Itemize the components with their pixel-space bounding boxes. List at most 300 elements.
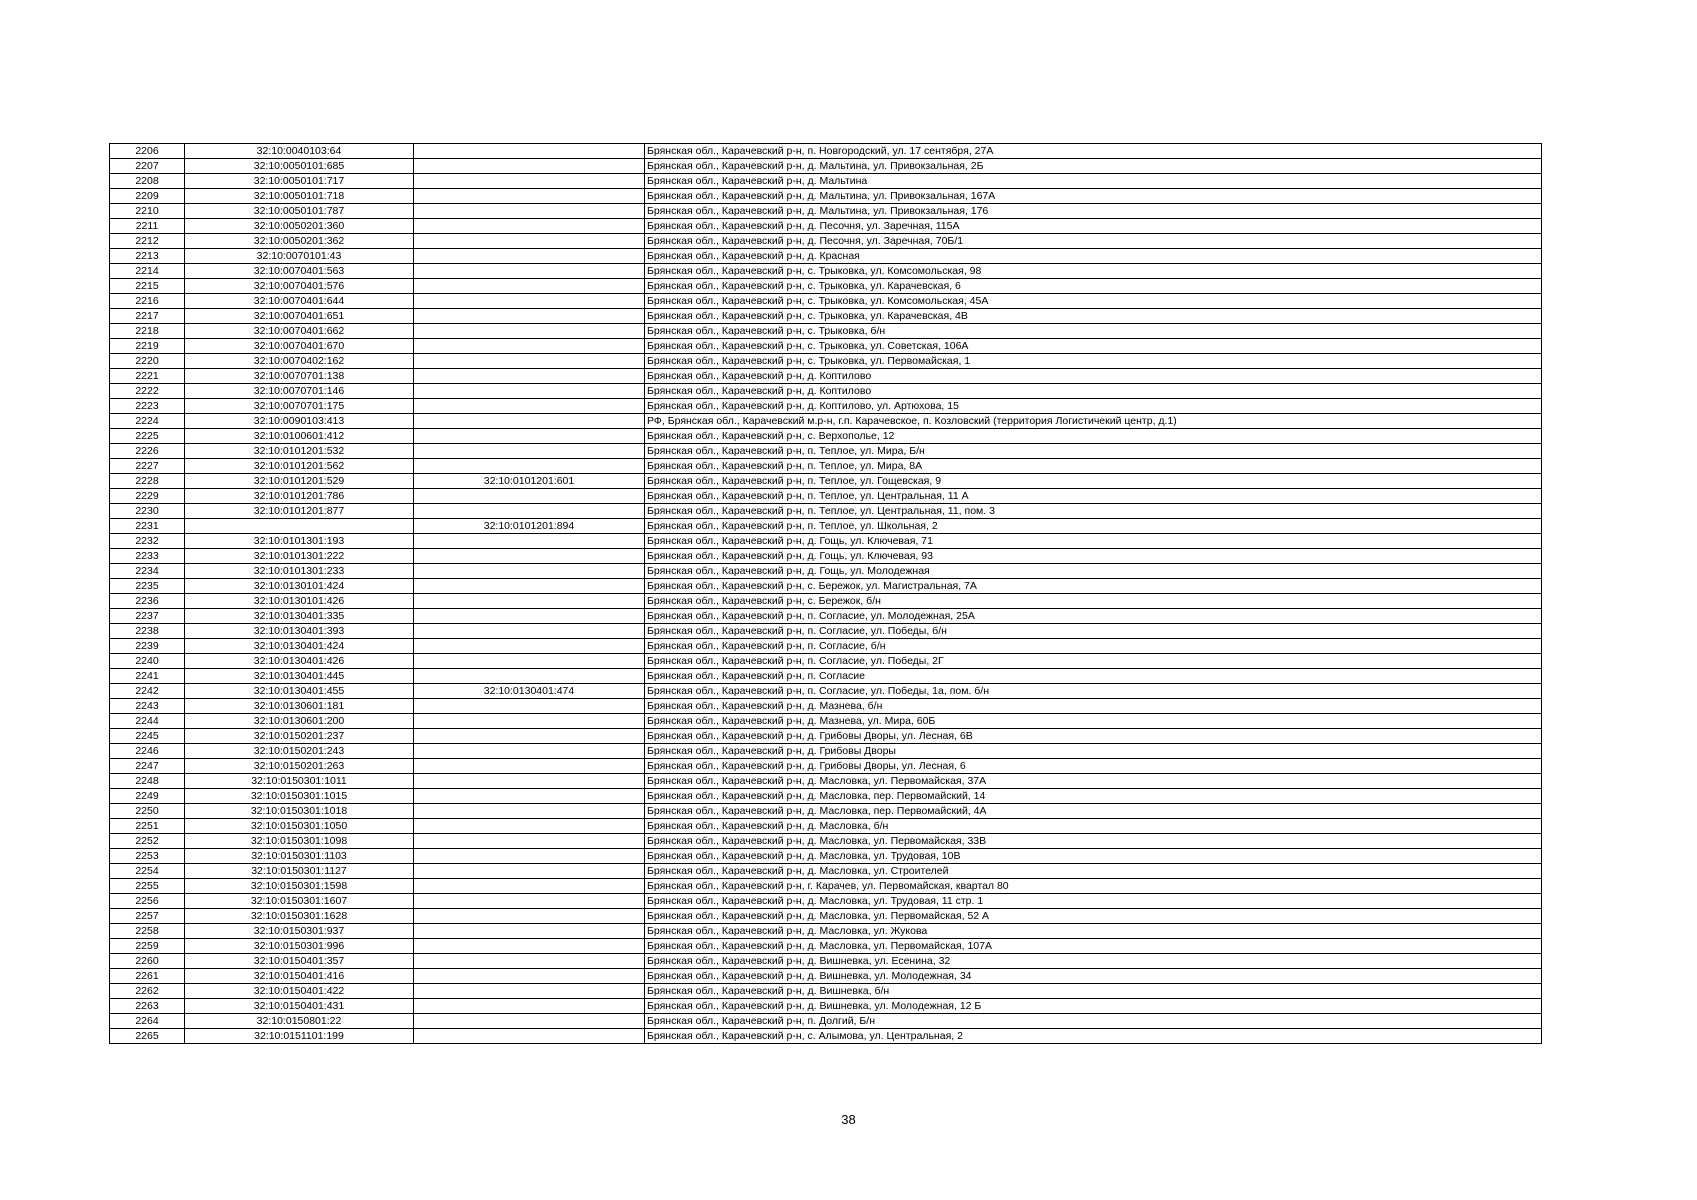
address-cell: Брянская обл., Карачевский р-н, п. Согласие, ул. Победы, 2Г — [645, 654, 1542, 669]
row-number-cell: 2250 — [110, 804, 185, 819]
related-cadastral-number-cell — [414, 774, 645, 789]
row-number-cell: 2260 — [110, 954, 185, 969]
related-cadastral-number-cell — [414, 429, 645, 444]
row-number-cell: 2214 — [110, 264, 185, 279]
table-row — [110, 924, 1542, 939]
related-cadastral-number-cell — [414, 549, 645, 564]
address-cell: Брянская обл., Карачевский р-н, д. Коптилово — [645, 369, 1542, 384]
row-number-cell: 2216 — [110, 294, 185, 309]
related-cadastral-number-cell — [414, 159, 645, 174]
table-row — [110, 159, 1542, 174]
address-cell: Брянская обл., Карачевский р-н, с. Трыковка, ул. Карачевская, 4В — [645, 309, 1542, 324]
related-cadastral-number-cell — [414, 294, 645, 309]
address-cell: Брянская обл., Карачевский р-н, д. Гощь, ул. Молодежная — [645, 564, 1542, 579]
related-cadastral-number-cell — [414, 189, 645, 204]
address-cell: Брянская обл., Карачевский р-н, п. Теплое, ул. Гощевская, 9 — [645, 474, 1542, 489]
row-number-cell: 2261 — [110, 969, 185, 984]
cadastral-number-cell: 32:10:0150201:243 — [185, 744, 414, 759]
cadastral-number-cell: 32:10:0130101:426 — [185, 594, 414, 609]
row-number-cell: 2254 — [110, 864, 185, 879]
cadastral-number-cell: 32:10:0050101:685 — [185, 159, 414, 174]
table-row — [110, 489, 1542, 504]
related-cadastral-number-cell — [414, 969, 645, 984]
address-cell: Брянская обл., Карачевский р-н, с. Трыковка, ул. Советская, 106А — [645, 339, 1542, 354]
table-row — [110, 939, 1542, 954]
cadastral-number-cell: 32:10:0130401:335 — [185, 609, 414, 624]
address-cell: Брянская обл., Карачевский р-н, п. Теплое, ул. Мира, Б/н — [645, 444, 1542, 459]
row-number-cell: 2235 — [110, 579, 185, 594]
related-cadastral-number-cell — [414, 174, 645, 189]
table-row — [110, 819, 1542, 834]
cadastral-number-cell: 32:10:0101201:562 — [185, 459, 414, 474]
row-number-cell: 2265 — [110, 1029, 185, 1044]
table-row — [110, 774, 1542, 789]
row-number-cell: 2217 — [110, 309, 185, 324]
table-row — [110, 459, 1542, 474]
cadastral-number-cell: 32:10:0130401:424 — [185, 639, 414, 654]
address-cell: Брянская обл., Карачевский р-н, д. Песочня, ул. Заречная, 70Б/1 — [645, 234, 1542, 249]
address-cell: Брянская обл., Карачевский р-н, д. Коптилово, ул. Артюхова, 15 — [645, 399, 1542, 414]
related-cadastral-number-cell — [414, 654, 645, 669]
row-number-cell: 2242 — [110, 684, 185, 699]
address-cell: Брянская обл., Карачевский р-н, д. Масловка, б/н — [645, 819, 1542, 834]
table-row — [110, 504, 1542, 519]
row-number-cell: 2224 — [110, 414, 185, 429]
table-row — [110, 744, 1542, 759]
address-cell: Брянская обл., Карачевский р-н, д. Грибовы Дворы, ул. Лесная, 6 — [645, 759, 1542, 774]
cadastral-number-cell: 32:10:0130401:445 — [185, 669, 414, 684]
row-number-cell: 2263 — [110, 999, 185, 1014]
cadastral-number-cell: 32:10:0040103:64 — [185, 144, 414, 159]
table-row — [110, 549, 1542, 564]
related-cadastral-number-cell — [414, 564, 645, 579]
cadastral-number-cell: 32:10:0070401:644 — [185, 294, 414, 309]
related-cadastral-number-cell — [414, 444, 645, 459]
address-cell: Брянская обл., Карачевский р-н, п. Согласие, ул. Молодежная, 25А — [645, 609, 1542, 624]
related-cadastral-number-cell — [414, 264, 645, 279]
registry-sheet — [109, 143, 1541, 1044]
table-row — [110, 999, 1542, 1014]
address-cell: Брянская обл., Карачевский р-н, п. Теплое, ул. Центральная, 11, пом. 3 — [645, 504, 1542, 519]
row-number-cell: 2256 — [110, 894, 185, 909]
related-cadastral-number-cell — [414, 1029, 645, 1044]
table-row — [110, 849, 1542, 864]
related-cadastral-number-cell — [414, 804, 645, 819]
row-number-cell: 2232 — [110, 534, 185, 549]
address-cell: Брянская обл., Карачевский р-н, д. Красная — [645, 249, 1542, 264]
cadastral-number-cell: 32:10:0130601:181 — [185, 699, 414, 714]
table-row — [110, 399, 1542, 414]
table-row — [110, 339, 1542, 354]
related-cadastral-number-cell — [414, 924, 645, 939]
row-number-cell: 2209 — [110, 189, 185, 204]
related-cadastral-number-cell — [414, 639, 645, 654]
table-row — [110, 894, 1542, 909]
table-row — [110, 534, 1542, 549]
cadastral-number-cell: 32:10:0050201:362 — [185, 234, 414, 249]
cadastral-number-cell: 32:10:0130401:393 — [185, 624, 414, 639]
address-cell: Брянская обл., Карачевский р-н, д. Масловка, ул. Первомайская, 107А — [645, 939, 1542, 954]
table-row — [110, 609, 1542, 624]
cadastral-number-cell: 32:10:0150801:22 — [185, 1014, 414, 1029]
table-row — [110, 219, 1542, 234]
cadastral-number-cell: 32:10:0100601:412 — [185, 429, 414, 444]
address-cell: Брянская обл., Карачевский р-н, д. Мальтина — [645, 174, 1542, 189]
cadastral-number-cell: 32:10:0150301:1018 — [185, 804, 414, 819]
related-cadastral-number-cell — [414, 894, 645, 909]
row-number-cell: 2244 — [110, 714, 185, 729]
related-cadastral-number-cell — [414, 534, 645, 549]
cadastral-number-cell: 32:10:0070401:651 — [185, 309, 414, 324]
row-number-cell: 2219 — [110, 339, 185, 354]
related-cadastral-number-cell — [414, 789, 645, 804]
table-row — [110, 684, 1542, 699]
table-row — [110, 714, 1542, 729]
table-row — [110, 969, 1542, 984]
row-number-cell: 2221 — [110, 369, 185, 384]
cadastral-number-cell: 32:10:0101201:529 — [185, 474, 414, 489]
address-cell: Брянская обл., Карачевский р-н, с. Трыковка, ул. Комсомольская, 45А — [645, 294, 1542, 309]
address-cell: Брянская обл., Карачевский р-н, с. Бережок, ул. Магистральная, 7А — [645, 579, 1542, 594]
cadastral-number-cell: 32:10:0150301:937 — [185, 924, 414, 939]
cadastral-number-cell: 32:10:0150301:1015 — [185, 789, 414, 804]
related-cadastral-number-cell — [414, 369, 645, 384]
row-number-cell: 2228 — [110, 474, 185, 489]
row-number-cell: 2211 — [110, 219, 185, 234]
cadastral-number-cell: 32:10:0050201:360 — [185, 219, 414, 234]
address-cell: Брянская обл., Карачевский р-н, д. Масловка, пер. Первомайский, 4А — [645, 804, 1542, 819]
cadastral-number-cell: 32:10:0101301:233 — [185, 564, 414, 579]
address-cell: Брянская обл., Карачевский р-н, д. Песочня, ул. Заречная, 115А — [645, 219, 1542, 234]
table-row — [110, 189, 1542, 204]
table-row — [110, 669, 1542, 684]
cadastral-number-cell: 32:10:0070701:138 — [185, 369, 414, 384]
row-number-cell: 2248 — [110, 774, 185, 789]
address-cell: Брянская обл., Карачевский р-н, п. Согласие, ул. Победы, 1а, пом. б/н — [645, 684, 1542, 699]
row-number-cell: 2237 — [110, 609, 185, 624]
address-cell: Брянская обл., Карачевский р-н, с. Трыковка, б/н — [645, 324, 1542, 339]
address-cell: Брянская обл., Карачевский р-н, с. Бережок, б/н — [645, 594, 1542, 609]
row-number-cell: 2238 — [110, 624, 185, 639]
cadastral-number-cell: 32:10:0130601:200 — [185, 714, 414, 729]
related-cadastral-number-cell — [414, 999, 645, 1014]
address-cell: Брянская обл., Карачевский р-н, д. Коптилово — [645, 384, 1542, 399]
related-cadastral-number-cell — [414, 204, 645, 219]
cadastral-number-cell: 32:10:0150301:1098 — [185, 834, 414, 849]
row-number-cell: 2259 — [110, 939, 185, 954]
row-number-cell: 2252 — [110, 834, 185, 849]
row-number-cell: 2247 — [110, 759, 185, 774]
related-cadastral-number-cell — [414, 609, 645, 624]
row-number-cell: 2258 — [110, 924, 185, 939]
related-cadastral-number-cell — [414, 699, 645, 714]
address-cell: Брянская обл., Карачевский р-н, д. Мальтина, ул. Привокзальная, 2Б — [645, 159, 1542, 174]
row-number-cell: 2230 — [110, 504, 185, 519]
related-cadastral-number-cell — [414, 324, 645, 339]
row-number-cell: 2257 — [110, 909, 185, 924]
row-number-cell: 2246 — [110, 744, 185, 759]
cadastral-number-cell: 32:10:0070701:175 — [185, 399, 414, 414]
row-number-cell: 2255 — [110, 879, 185, 894]
related-cadastral-number-cell — [414, 909, 645, 924]
address-cell: Брянская обл., Карачевский р-н, д. Мазнева, ул. Мира, 60Б — [645, 714, 1542, 729]
related-cadastral-number-cell — [414, 624, 645, 639]
cadastral-number-cell: 32:10:0150201:237 — [185, 729, 414, 744]
related-cadastral-number-cell — [414, 279, 645, 294]
related-cadastral-number-cell — [414, 714, 645, 729]
table-row — [110, 174, 1542, 189]
related-cadastral-number-cell — [414, 399, 645, 414]
table-row — [110, 579, 1542, 594]
row-number-cell: 2240 — [110, 654, 185, 669]
related-cadastral-number-cell — [414, 459, 645, 474]
address-cell: Брянская обл., Карачевский р-н, д. Грибовы Дворы — [645, 744, 1542, 759]
table-row — [110, 279, 1542, 294]
table-row — [110, 264, 1542, 279]
table-row — [110, 384, 1542, 399]
address-cell: Брянская обл., Карачевский р-н, п. Долгий, Б/н — [645, 1014, 1542, 1029]
cadastral-number-cell: 32:10:0130101:424 — [185, 579, 414, 594]
cadastral-number-cell: 32:10:0070101:43 — [185, 249, 414, 264]
cadastral-number-cell: 32:10:0150301:1628 — [185, 909, 414, 924]
table-row — [110, 234, 1542, 249]
cadastral-number-cell: 32:10:0150201:263 — [185, 759, 414, 774]
address-cell: Брянская обл., Карачевский р-н, д. Мальтина, ул. Привокзальная, 167А — [645, 189, 1542, 204]
cadastral-number-cell: 32:10:0150401:357 — [185, 954, 414, 969]
related-cadastral-number-cell — [414, 219, 645, 234]
address-cell: Брянская обл., Карачевский р-н, с. Трыковка, ул. Первомайская, 1 — [645, 354, 1542, 369]
address-cell: Брянская обл., Карачевский р-н, с. Алымова, ул. Центральная, 2 — [645, 1029, 1542, 1044]
address-cell: Брянская обл., Карачевский р-н, г. Карачев, ул. Первомайская, квартал 80 — [645, 879, 1542, 894]
address-cell: Брянская обл., Карачевский р-н, с. Трыковка, ул. Карачевская, 6 — [645, 279, 1542, 294]
related-cadastral-number-cell — [414, 834, 645, 849]
address-cell: Брянская обл., Карачевский р-н, д. Грибовы Дворы, ул. Лесная, 6В — [645, 729, 1542, 744]
row-number-cell: 2239 — [110, 639, 185, 654]
cadastral-number-cell: 32:10:0101201:532 — [185, 444, 414, 459]
table-row — [110, 309, 1542, 324]
address-cell: Брянская обл., Карачевский р-н, д. Вишневка, ул. Молодежная, 12 Б — [645, 999, 1542, 1014]
address-cell: Брянская обл., Карачевский р-н, д. Масловка, ул. Первомайская, 52 А — [645, 909, 1542, 924]
table-row — [110, 294, 1542, 309]
table-row — [110, 1029, 1542, 1044]
row-number-cell: 2229 — [110, 489, 185, 504]
cadastral-number-cell: 32:10:0070402:162 — [185, 354, 414, 369]
table-row — [110, 414, 1542, 429]
cadastral-number-cell: 32:10:0150301:1127 — [185, 864, 414, 879]
address-cell: Брянская обл., Карачевский р-н, с. Трыковка, ул. Комсомольская, 98 — [645, 264, 1542, 279]
row-number-cell: 2213 — [110, 249, 185, 264]
row-number-cell: 2207 — [110, 159, 185, 174]
table-row — [110, 1014, 1542, 1029]
row-number-cell: 2226 — [110, 444, 185, 459]
row-number-cell: 2231 — [110, 519, 185, 534]
address-cell: Брянская обл., Карачевский р-н, д. Масловка, ул. Трудовая, 10В — [645, 849, 1542, 864]
address-cell: Брянская обл., Карачевский р-н, д. Гощь, ул. Ключевая, 71 — [645, 534, 1542, 549]
address-cell: Брянская обл., Карачевский р-н, д. Мазнева, б/н — [645, 699, 1542, 714]
related-cadastral-number-cell — [414, 759, 645, 774]
address-cell: Брянская обл., Карачевский р-н, д. Масловка, ул. Трудовая, 11 стр. 1 — [645, 894, 1542, 909]
address-cell: Брянская обл., Карачевский р-н, п. Теплое, ул. Мира, 8А — [645, 459, 1542, 474]
table-row — [110, 249, 1542, 264]
cadastral-number-cell: 32:10:0070401:670 — [185, 339, 414, 354]
cadastral-number-cell: 32:10:0150301:1103 — [185, 849, 414, 864]
cadastral-number-cell: 32:10:0101301:193 — [185, 534, 414, 549]
related-cadastral-number-cell — [414, 864, 645, 879]
table-row — [110, 729, 1542, 744]
related-cadastral-number-cell — [414, 744, 645, 759]
related-cadastral-number-cell — [414, 414, 645, 429]
address-cell: Брянская обл., Карачевский р-н, д. Вишневка, б/н — [645, 984, 1542, 999]
table-row — [110, 564, 1542, 579]
cadastral-number-cell: 32:10:0150401:416 — [185, 969, 414, 984]
cadastral-number-cell: 32:10:0150301:996 — [185, 939, 414, 954]
cadastral-number-cell: 32:10:0101301:222 — [185, 549, 414, 564]
cadastral-number-cell: 32:10:0070401:576 — [185, 279, 414, 294]
address-cell: Брянская обл., Карачевский р-н, п. Согласие, ул. Победы, б/н — [645, 624, 1542, 639]
cadastral-number-cell: 32:10:0150301:1598 — [185, 879, 414, 894]
address-cell: Брянская обл., Карачевский р-н, д. Масловка, ул. Первомайская, 37А — [645, 774, 1542, 789]
address-cell: Брянская обл., Карачевский р-н, д. Вишневка, ул. Есенина, 32 — [645, 954, 1542, 969]
cadastral-number-cell: 32:10:0070701:146 — [185, 384, 414, 399]
related-cadastral-number-cell — [414, 729, 645, 744]
row-number-cell: 2222 — [110, 384, 185, 399]
related-cadastral-number-cell — [414, 1014, 645, 1029]
table-row — [110, 654, 1542, 669]
table-row — [110, 354, 1542, 369]
row-number-cell: 2206 — [110, 144, 185, 159]
table-row — [110, 144, 1542, 159]
cadastral-number-cell: 32:10:0130401:426 — [185, 654, 414, 669]
cadastral-number-cell: 32:10:0070401:662 — [185, 324, 414, 339]
table-row — [110, 519, 1542, 534]
cadastral-number-cell: 32:10:0090103:413 — [185, 414, 414, 429]
cadastral-number-cell: 32:10:0150401:431 — [185, 999, 414, 1014]
cadastral-number-cell: 32:10:0101201:877 — [185, 504, 414, 519]
table-row — [110, 594, 1542, 609]
address-cell: Брянская обл., Карачевский р-н, д. Вишневка, ул. Молодежная, 34 — [645, 969, 1542, 984]
table-row — [110, 624, 1542, 639]
cadastral-number-cell: 32:10:0050101:717 — [185, 174, 414, 189]
related-cadastral-number-cell — [414, 489, 645, 504]
row-number-cell: 2208 — [110, 174, 185, 189]
table-row — [110, 699, 1542, 714]
address-cell: Брянская обл., Карачевский р-н, д. Гощь, ул. Ключевая, 93 — [645, 549, 1542, 564]
row-number-cell: 2253 — [110, 849, 185, 864]
related-cadastral-number-cell — [414, 819, 645, 834]
table-row — [110, 444, 1542, 459]
table-row — [110, 834, 1542, 849]
cadastral-number-cell: 32:10:0150301:1011 — [185, 774, 414, 789]
related-cadastral-number-cell — [414, 984, 645, 999]
registry-table — [109, 143, 1542, 1044]
table-row — [110, 789, 1542, 804]
address-cell: Брянская обл., Карачевский р-н, п. Согласие, б/н — [645, 639, 1542, 654]
address-cell: Брянская обл., Карачевский р-н, п. Новгородский, ул. 17 сентября, 27А — [645, 144, 1542, 159]
table-row — [110, 984, 1542, 999]
table-row — [110, 954, 1542, 969]
cadastral-number-cell: 32:10:0150401:422 — [185, 984, 414, 999]
related-cadastral-number-cell — [414, 579, 645, 594]
address-cell: Брянская обл., Карачевский р-н, д. Масловка, ул. Строителей — [645, 864, 1542, 879]
table-row — [110, 804, 1542, 819]
row-number-cell: 2220 — [110, 354, 185, 369]
row-number-cell: 2227 — [110, 459, 185, 474]
table-row — [110, 369, 1542, 384]
address-cell: Брянская обл., Карачевский р-н, п. Теплое, ул. Центральная, 11 А — [645, 489, 1542, 504]
row-number-cell: 2234 — [110, 564, 185, 579]
related-cadastral-number-cell — [414, 249, 645, 264]
cadastral-number-cell: 32:10:0150301:1607 — [185, 894, 414, 909]
address-cell: Брянская обл., Карачевский р-н, д. Масловка, ул. Жукова — [645, 924, 1542, 939]
related-cadastral-number-cell — [414, 954, 645, 969]
table-row — [110, 429, 1542, 444]
row-number-cell: 2210 — [110, 204, 185, 219]
address-cell: Брянская обл., Карачевский р-н, п. Теплое, ул. Школьная, 2 — [645, 519, 1542, 534]
related-cadastral-number-cell — [414, 354, 645, 369]
related-cadastral-number-cell — [414, 309, 645, 324]
cadastral-number-cell — [185, 519, 414, 534]
cadastral-number-cell: 32:10:0151101:199 — [185, 1029, 414, 1044]
related-cadastral-number-cell — [414, 939, 645, 954]
row-number-cell: 2218 — [110, 324, 185, 339]
related-cadastral-number-cell — [414, 594, 645, 609]
related-cadastral-number-cell — [414, 384, 645, 399]
related-cadastral-number-cell — [414, 234, 645, 249]
registry-table-body — [110, 144, 1542, 1044]
row-number-cell: 2264 — [110, 1014, 185, 1029]
address-cell: Брянская обл., Карачевский р-н, д. Масловка, ул. Первомайская, 33В — [645, 834, 1542, 849]
row-number-cell: 2251 — [110, 819, 185, 834]
related-cadastral-number-cell — [414, 504, 645, 519]
cadastral-number-cell: 32:10:0130401:455 — [185, 684, 414, 699]
table-row — [110, 324, 1542, 339]
related-cadastral-number-cell: 32:10:0101201:894 — [414, 519, 645, 534]
cadastral-number-cell: 32:10:0050101:787 — [185, 204, 414, 219]
address-cell: Брянская обл., Карачевский р-н, д. Мальтина, ул. Привокзальная, 176 — [645, 204, 1542, 219]
related-cadastral-number-cell: 32:10:0130401:474 — [414, 684, 645, 699]
related-cadastral-number-cell — [414, 144, 645, 159]
table-row — [110, 879, 1542, 894]
related-cadastral-number-cell — [414, 879, 645, 894]
row-number-cell: 2215 — [110, 279, 185, 294]
related-cadastral-number-cell — [414, 849, 645, 864]
address-cell: Брянская обл., Карачевский р-н, п. Согласие — [645, 669, 1542, 684]
cadastral-number-cell: 32:10:0101201:786 — [185, 489, 414, 504]
row-number-cell: 2249 — [110, 789, 185, 804]
related-cadastral-number-cell — [414, 669, 645, 684]
address-cell: Брянская обл., Карачевский р-н, с. Верхополье, 12 — [645, 429, 1542, 444]
row-number-cell: 2236 — [110, 594, 185, 609]
related-cadastral-number-cell: 32:10:0101201:601 — [414, 474, 645, 489]
row-number-cell: 2212 — [110, 234, 185, 249]
table-row — [110, 909, 1542, 924]
table-row — [110, 639, 1542, 654]
cadastral-number-cell: 32:10:0150301:1050 — [185, 819, 414, 834]
cadastral-number-cell: 32:10:0070401:563 — [185, 264, 414, 279]
row-number-cell: 2225 — [110, 429, 185, 444]
table-row — [110, 759, 1542, 774]
table-row — [110, 204, 1542, 219]
row-number-cell: 2243 — [110, 699, 185, 714]
row-number-cell: 2233 — [110, 549, 185, 564]
address-cell: Брянская обл., Карачевский р-н, д. Масловка, пер. Первомайский, 14 — [645, 789, 1542, 804]
cadastral-number-cell: 32:10:0050101:718 — [185, 189, 414, 204]
row-number-cell: 2241 — [110, 669, 185, 684]
table-row — [110, 864, 1542, 879]
row-number-cell: 2262 — [110, 984, 185, 999]
table-row — [110, 474, 1542, 489]
related-cadastral-number-cell — [414, 339, 645, 354]
